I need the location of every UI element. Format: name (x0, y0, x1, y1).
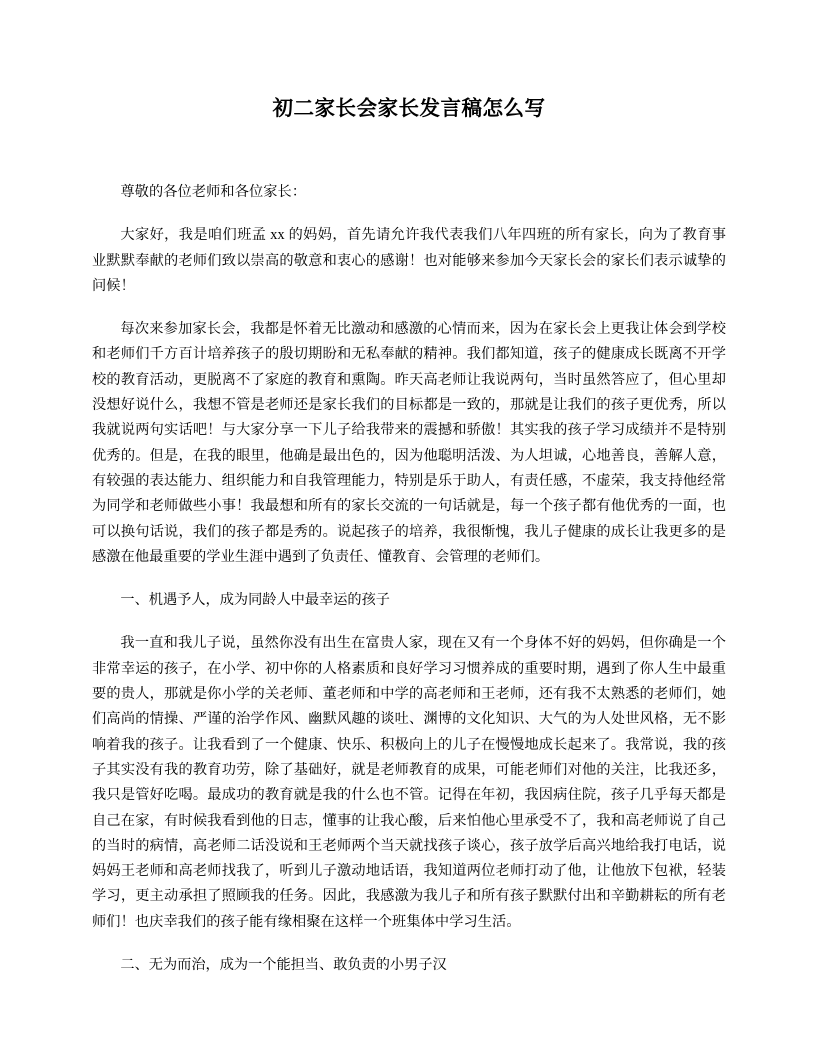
body-paragraph-3: 我一直和我儿子说，虽然你没有出生在富贵人家，现在又有一个身体不好的妈妈，但你确是一个非常幸运的孩子，在小学、初中你的人格素质和良好学习习惯养成的重要时期，遇到了你人生中最重要的贵人，那就是你小学的关老师、董老师和中学的高老师和王老师，还有我不太熟悉的老师们，她们高尚的情操、严谨的治学作风、幽默风趣的谈吐、渊博的文化知识、大气的为人处世风格，无不影响着我的孩子。让我看到了一个健康、快乐、积极向上的儿子在慢慢地成长起来了。我常说，我的孩子其实没有我的教育功劳，除了基础好，就是老师教育的成果，可能老师们对他的关注，比我还多，我只是管好吃喝。最成功的教育就是我的什么也不管。记得在年初，我因病住院，孩子几乎每天都是自己在家，有时候我看到他的日志，懂事的让我心酸，后来怕他心里承受不了，我和高老师说了自己的当时的病情，高老师二话没说和王老师两个当天就找孩子谈心，孩子放学后高兴地给我打电话，说妈妈王老师和高老师找我了，听到儿子激动地话语，我知道两位老师打动了他，让他放下包袱，轻装学习，更主动承担了照顾我的任务。因此，我感激为我儿子和所有孩子默默付出和辛勤耕耘的所有老师们！也庆幸我们的孩子能有缘相聚在这样一个班集体中学习生活。 (92, 635, 726, 930)
section-heading-2: 二、无为而治，成为一个能担当、敢负责的小男子汉 (120, 957, 447, 974)
body-paragraph-1: 大家好，我是咱们班孟 xx 的妈妈，首先请允许我代表我们八年四班的所有家长，向为了教育事业默默奉献的老师们致以崇高的敬意和衷心的感谢！也对能够来参加今天家长会的家长们表示诚挚的问候！ (92, 227, 726, 294)
page-title: 初二家长会家长发言稿怎么写 (272, 98, 546, 120)
section-heading-1: 一、机遇予人，成为同龄人中最幸运的孩子 (120, 592, 390, 609)
document-body (92, 178, 726, 978)
body-paragraph-2: 每次来参加家长会，我都是怀着无比激动和感激的心情而来，因为在家长会上更我让体会到学校和老师们千方百计培养孩子的殷切期盼和无私奉献的精神。我们都知道，孩子的健康成长既离不开学校的教育活动，更脱离不了家庭的教育和熏陶。昨天高老师让我说两句，当时虽然答应了，但心里却没想好说什么，我想不管是老师还是家长我们的目标都是一致的，那就是让我们的孩子更优秀，所以我就说两句实话吧！与大家分享一下儿子给我带来的震撼和骄傲！其实我的孩子学习成绩并不是特别优秀的。但是，在我的眼里，他确是最出色的，因为他聪明活泼、为人坦诚，心地善良，善解人意，有较强的表达能力、组织能力和自我管理能力，特别是乐于助人，有责任感，不虚荣，我支持他经常为同学和老师做些小事！我最想和所有的家长交流的一句话就是，每一个孩子都有他优秀的一面，也可以换句话说，我们的孩子都是秀的。说起孩子的培养，我很惭愧，我儿子健康的成长让我更多的是感激在他最重要的学业生涯中遇到了负责任、懂教育、会管理的老师们。 (92, 321, 726, 565)
salutation-paragraph: 尊敬的各位老师和各位家长： (120, 184, 307, 200)
